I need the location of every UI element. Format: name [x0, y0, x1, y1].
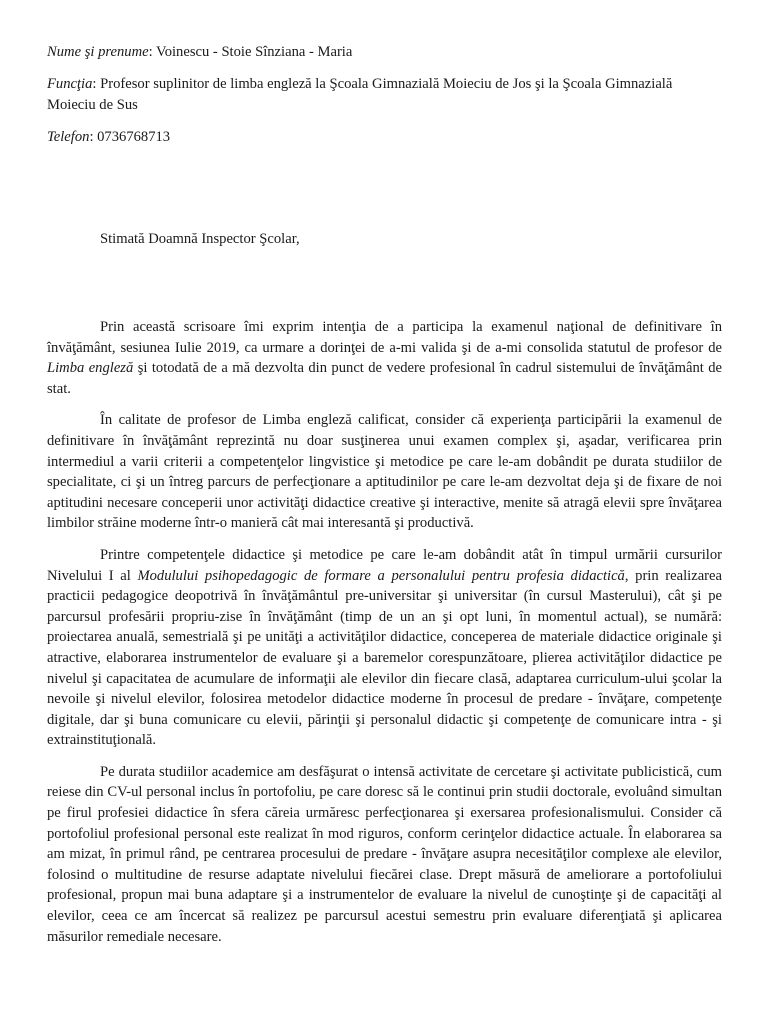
- letter-header: [47, 42, 723, 159]
- paragraph-2: În calitate de profesor de Limba engleză calificat, consider că experienţa participării la examenul de definitivare în învăţământ reprezintă nu doar susţinerea unui examen complex şi, aşadar, verificarea prin intermediul a varii criterii a competenţelor lingvistice şi metodice pe care le-am dobândit pe durata studiilor de specialitate, ci şi un întreg parcurs de perfecţionare a aptitudinilor pe care le-am dezvoltat deja şi de fixare de noi aptitudini necesare conceperii unor activităţi didactice creative şi interactive, menite să atragă elevii spre învăţarea limbilor străine moderne într-o manieră cât mai interesantă şi productivă.: [47, 412, 722, 532]
- paragraph-1-part-a: Prin această scrisoare îmi exprim intenţia de a participa la examenul naţional de definitivare în învăţământ, sesiunea Iulie 2019, ca urmare a dorinţei de a-mi valida şi de a-mi consolida statutul de profesor de: [47, 319, 722, 356]
- phone-label: Telefon: [47, 129, 90, 145]
- function-label: Funcţia: [47, 76, 93, 92]
- paragraph-1: [47, 317, 722, 399]
- phone-value: : 0736768713: [89, 129, 171, 145]
- letter-body: [47, 317, 722, 958]
- paragraph-3-part-a: Printre competenţele didactice şi metodice pe care le-am dobândit atât în timpul urmării cursurilor Nivelului I al: [47, 546, 722, 584]
- paragraph-1-emphasis: Limba engleză: [47, 360, 134, 377]
- paragraph-1-part-b: şi totodată de a mă dezvolta din punct de vedere profesional în cadrul sistemului de învăţământ de stat.: [47, 360, 722, 397]
- salutation: Stimată Doamnă Inspector Şcolar,: [100, 231, 300, 247]
- name-label: Nume şi prenume: [47, 44, 149, 60]
- function-value: : Profesor suplinitor de limba engleză la Şcoala Gimnazială Moieciu de Jos şi la Şcoala Gimnazială Moieciu de Sus: [47, 76, 673, 113]
- paragraph-3: [47, 545, 722, 751]
- function-line: [47, 74, 723, 116]
- name-line: [47, 42, 723, 63]
- paragraph-3-part-b: , prin realizarea practicii pedagogice deopotrivă în învăţământul pre-universitar şi universitar (în cursul Masterului), cât şi pe parcursul profesării propriu-zise în învăţământ (timp de un an şi opt luni, în momentul actual), se numără: proiectarea anuală, semestrială şi pe unităţi a activităţilor didactice, conceperea de materiale didactice originale şi atractive, elaborarea instrumentelor de evaluare şi a baremelor corespunzătoare, plierea activităţilor didactice pe nivelul şi capacitatea de acumulare de informaţii ale elevilor din fiecare clasă, adaptarea curriculum-ului şcolar la nevoile şi nivelul elevilor, folosirea metodelor didactice moderne în procesul de predare - învăţare, competenţe digitale, dar şi buna comunicare cu elevii, părinţii şi personalul didactic şi competenţe de comunicare intra - şi extrainstituţională.: [47, 567, 722, 749]
- name-value: : Voinescu - Stoie Sînziana - Maria: [148, 44, 353, 60]
- phone-line: [47, 127, 723, 148]
- paragraph-4: Pe durata studiilor academice am desfăşurat o intensă activitate de cercetare şi activitate publicistică, cum reiese din CV-ul personal inclus în portofoliu, pe care doresc să le continui prin studii doctorale, evoluând simultan pe firul profesiei didactice în sfera căreia urmăresc perfecţionarea şi exersarea profesionalismului. Consider că portofoliul profesional personal este realizat în mod riguros, conform cerinţelor didactice actuale. În elaborarea sa am mizat, în primul rând, pe centrarea procesului de predare - învăţare asupra necesităţilor complexe ale elevilor, folosind o multitudine de resurse adaptate nivelului fiecărei clase. Drept măsură de ameliorare a portofoliului profesional, propun mai buna adaptare şi a instrumentelor de evaluare la nivelul de cunoştinţe şi de capacităţi al elevilor, ceea ce am încercat să realizez pe parcursul acestui semestru prin evaluare diferenţiată şi aplicarea măsurilor remediale necesare.: [47, 763, 722, 945]
- paragraph-3-emphasis: Modulului psihopedagogic de formare a personalului pentru profesia didactică: [137, 567, 625, 584]
